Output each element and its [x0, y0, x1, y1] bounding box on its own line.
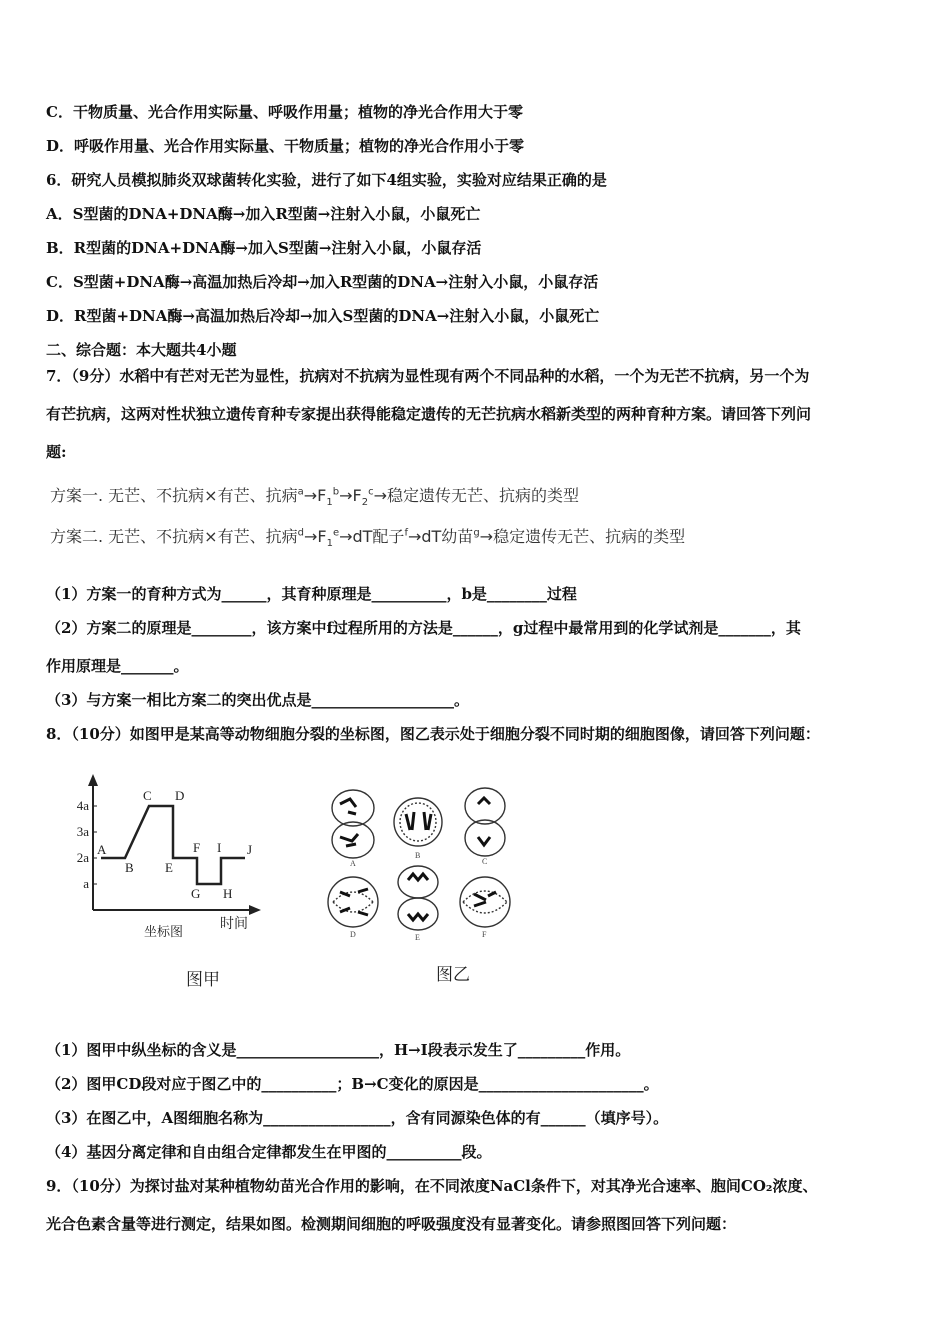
q6-option-d: D．R型菌+DNA酶→高温加热后冷却→加入S型菌的DNA→注射入小鼠，小鼠死亡: [46, 307, 600, 325]
chromosome-curve: [101, 806, 245, 884]
q7-sub2-line1: （2）方案二的原理是________，该方案中f过程所用的方法是______，g过程中最常用到的化学试剂是_______，其: [46, 619, 801, 637]
q7-stem-line1: 7．（9分）水稻中有芒对无芒为显性，抗病对不抗病为显性现有两个不同品种的水稻，一个为无芒不抗病，另一个为: [46, 367, 810, 385]
point-label-C: C: [143, 788, 152, 803]
q7-stem-line2: 有芒抗病，这两对性状独立遗传育种专家提出获得能稳定遗传的无芒抗病水稻新类型的两种育种方案。请回答下列问: [46, 405, 812, 423]
figure-yi-caption: 图乙: [436, 965, 470, 985]
q7-sub3: （3）与方案一相比方案二的突出优点是___________________。: [46, 691, 469, 709]
point-label-F: F: [193, 840, 201, 855]
q6-option-b: B．R型菌的DNA+DNA酶→加入S型菌→注射入小鼠，小鼠存活: [46, 239, 482, 257]
cell-C-label: C: [482, 857, 488, 866]
x-axis-arrow: [249, 905, 261, 915]
point-label-H: H: [223, 886, 233, 901]
point-label-G: G: [191, 886, 201, 901]
q8-sub4: （4）基因分离定律和自由组合定律都发生在甲图的__________段。: [46, 1143, 492, 1161]
y-tick-label: 4a: [76, 798, 89, 813]
point-label-D: D: [175, 788, 185, 803]
y-tick-label: a: [83, 876, 89, 891]
figure-yi-cells: [318, 782, 528, 992]
breeding-plan-1: 方案一. 无芒、不抗病×有芒、抗病$^a\to F_1^b\to F_2^c\to$稳定遗传无芒、抗病的类型: [50, 486, 579, 509]
q8-sub2: （2）图甲CD段对应于图乙中的__________；B→C变化的原因是______________________。: [46, 1075, 659, 1093]
cell-D-label: D: [350, 930, 356, 939]
q9-stem-line2: 光合色素含量等进行测定，结果如图。检测期间细胞的呼吸强度没有显著变化。请参照图回答下列问题：: [46, 1215, 737, 1233]
q7-sub2-line2: 作用原理是_______。: [46, 657, 189, 675]
section-heading: 二、综合题：本大题共4小题: [46, 341, 237, 359]
q9-stem-line1: 9．（10分）为探讨盐对某种植物幼苗光合作用的影响，在不同浓度NaCl条件下，对其净光合速率、胞间CO₂浓度、: [46, 1177, 818, 1195]
q8-sub3: （3）在图乙中，A图细胞名称为_________________，含有同源染色体的有______（填序号）。: [46, 1109, 669, 1127]
q6-option-c: C．S型菌+DNA酶→高温加热后冷却→加入R型菌的DNA→注射入小鼠，小鼠存活: [46, 273, 599, 291]
cell-E-label: E: [415, 933, 420, 942]
q5-option-d: D．呼吸作用量、光合作用实际量、干物质量；植物的净光合作用小于零: [46, 137, 525, 155]
y-tick-label: 3a: [76, 824, 89, 839]
graph-sublabel: 坐标图: [144, 925, 184, 940]
point-label-B: B: [125, 860, 134, 875]
point-label-I: I: [217, 840, 222, 855]
point-label-J: J: [247, 842, 253, 857]
q8-stem: 8．（10分）如图甲是某高等动物细胞分裂的坐标图，图乙表示处于细胞分裂不同时期的细胞图像，请回答下列问题：: [46, 725, 820, 743]
point-label-E: E: [165, 860, 173, 875]
cell-D: [328, 877, 378, 927]
y-axis-arrow: [88, 774, 98, 786]
figure-jia-chart: [60, 770, 270, 1000]
cell-B-label: B: [415, 851, 421, 860]
cell-E: [398, 866, 438, 930]
cell-A-label: A: [350, 859, 356, 868]
point-label-A: A: [97, 842, 107, 857]
cell-A: [332, 790, 374, 858]
breeding-plan-2: 方案二. 无芒、不抗病×有芒、抗病$^d\to F_1^e\to dT$配子$^f$→dT幼苗$^g$→稳定遗传无芒、抗病的类型: [50, 527, 686, 550]
cell-B: [394, 798, 442, 846]
cell-C: [465, 788, 505, 856]
x-axis-label: 时间: [220, 916, 248, 932]
q6-stem: 6．研究人员模拟肺炎双球菌转化实验，进行了如下4组实验，实验对应结果正确的是: [46, 171, 607, 189]
cell-F: [460, 877, 510, 927]
q6-option-a: A．S型菌的DNA+DNA酶→加入R型菌→注射入小鼠，小鼠死亡: [46, 205, 481, 223]
q8-sub1: （1）图甲中纵坐标的含义是___________________，H→I段表示发生了_________作用。: [46, 1041, 631, 1059]
figure-jia-caption: 图甲: [186, 970, 220, 990]
cell-F-label: F: [482, 930, 487, 939]
q5-option-c: C．干物质量、光合作用实际量、呼吸作用量；植物的净光合作用大于零: [46, 103, 523, 121]
y-tick-label: 2a: [76, 850, 89, 865]
q7-sub1: （1）方案一的育种方式为______，其育种原理是__________，b是________过程: [46, 585, 577, 603]
q7-stem-line3: 题:: [46, 443, 67, 461]
